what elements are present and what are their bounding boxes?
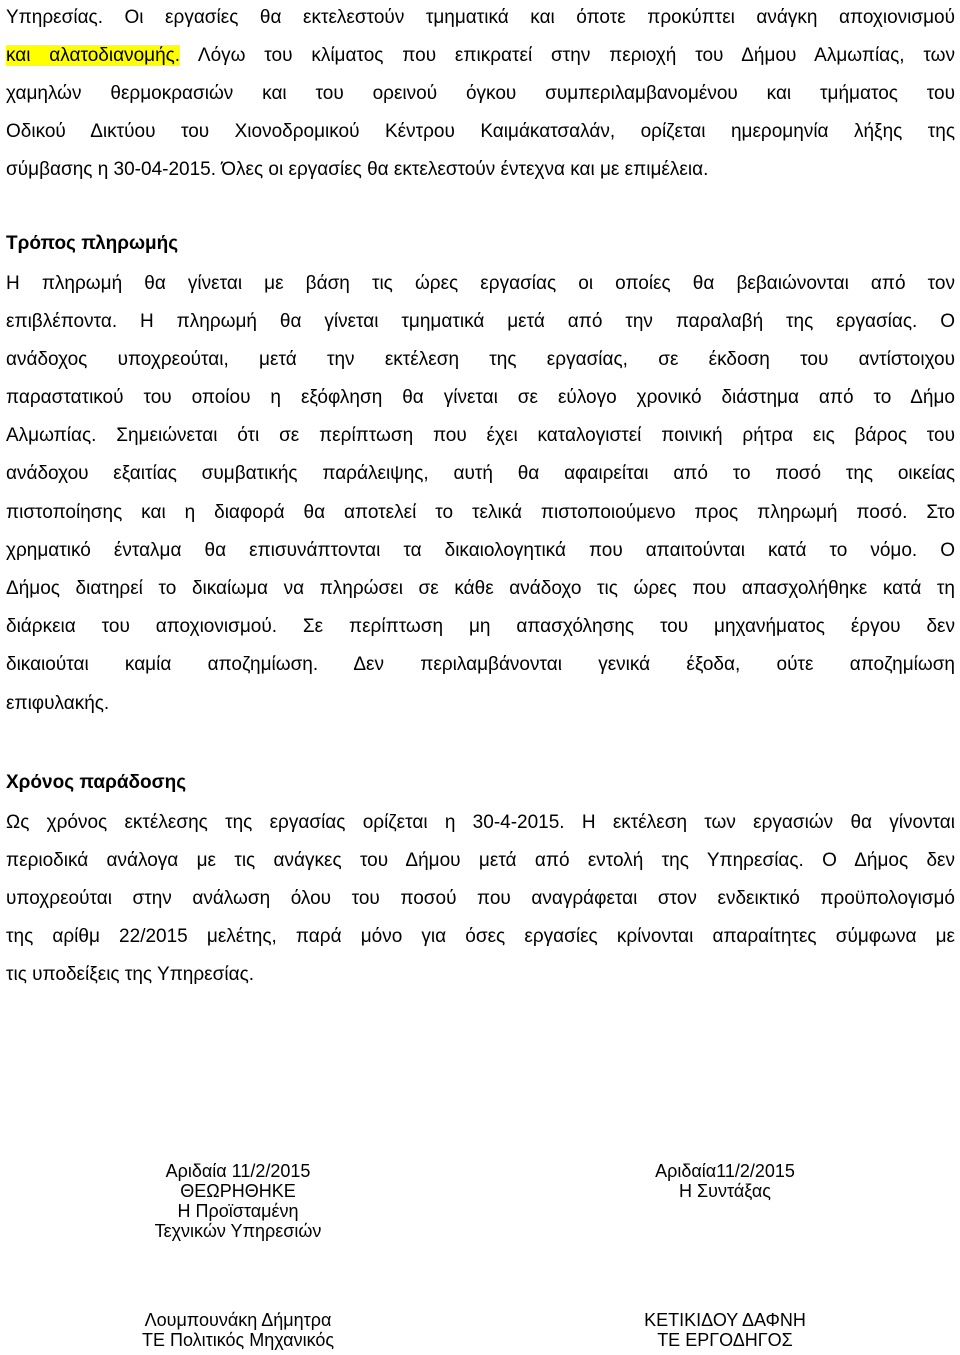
intro-line	[6, 40, 955, 72]
payment-line: επιφυλακής.	[6, 693, 110, 714]
payment-line: παραστατικού του οποίου η εξόφληση θα γίνεται σε εύλογο χρονικό διάστημα από το Δήμο	[6, 387, 955, 408]
intro-line: χαμηλών θερμοκρασιών και του ορεινού όγκου συμπεριλαμβανομένου και τμήματος του	[6, 83, 955, 104]
signature-role: Η Συντάξας	[679, 1181, 771, 1201]
payment-line: διάρκεια του αποχιονισμού. Σε περίπτωση μη απασχόλησης του μηχανήματος έργου δεν	[6, 616, 955, 637]
signature-block-approver	[128, 1161, 348, 1241]
payment-line: ανάδοχου εξαιτίας συμβατικής παράλειψης, αυτή θα αφαιρείται από το ποσό της οικείας	[6, 463, 955, 484]
signature-title: ΤΕ ΕΡΓΟΔΗΓΟΣ	[657, 1330, 793, 1350]
signature-name-block-approver	[128, 1310, 348, 1350]
delivery-line: υποχρεούται στην ανάλωση όλου του ποσού που αναγράφεται στον ενδεικτικό προϋπολογισμό	[6, 888, 955, 909]
delivery-heading: Χρόνος παράδοσης	[6, 772, 187, 793]
intro-line: Οδικού Δικτύου του Χιονοδρομικού Κέντρου Καιμάκατσαλάν, ορίζεται ημερομηνία λήξης της	[6, 121, 955, 142]
signature-title: ΤΕ Πολιτικός Μηχανικός	[141, 1330, 335, 1350]
payment-line: ανάδοχος υποχρεούται, μετά την εκτέλεση της εργασίας, σε έκδοση του αντίστοιχου	[6, 349, 955, 370]
delivery-line: της αρίθμ 22/2015 μελέτης, παρά μόνο για όσες εργασίες κρίνονται απαραίτητες σύμφωνα με	[6, 926, 955, 947]
signature-place-date: Αριδαία11/2/2015	[655, 1161, 795, 1181]
payment-line: Δήμος διατηρεί το δικαίωμα να πληρώσει σε κάθε ανάδοχο τις ώρες που απασχολήθηκε κατά τη	[6, 578, 955, 599]
intro-line: σύμβασης η 30-04-2015. Όλες οι εργασίες θα εκτελεστούν έντεχνα και με επιμέλεια.	[6, 159, 709, 180]
signature-department: Τεχνικών Υπηρεσιών	[154, 1221, 322, 1241]
signature-status: ΘΕΩΡΗΘΗΚΕ	[180, 1181, 296, 1201]
payment-line: πιστοποίησης και η διαφορά θα αποτελεί το τελικά πιστοποιούμενο προς πληρωμή ποσό. Στο	[6, 502, 955, 523]
signature-name-block-author	[615, 1310, 835, 1350]
delivery-line: περιοδικά ανάλογα με τις ανάγκες του Δήμου μετά από εντολή της Υπηρεσίας. Ο Δήμος δεν	[6, 850, 955, 871]
signature-block-author	[615, 1161, 835, 1201]
delivery-line: τις υποδείξεις της Υπηρεσίας.	[6, 964, 255, 985]
payment-line: Αλμωπίας. Σημειώνεται ότι σε περίπτωση που έχει καταλογιστεί ποινική ρήτρα εις βάρος του	[6, 425, 955, 446]
intro-line: Υπηρεσίας. Οι εργασίες θα εκτελεστούν τμηματικά και όποτε προκύπτει ανάγκη αποχιονισμού	[6, 7, 955, 28]
payment-heading: Τρόπος πληρωμής	[6, 233, 179, 254]
highlighted-text: και αλατοδιανομής.	[6, 45, 181, 66]
intro-line-text: Λόγω του κλίματος που επικρατεί στην περιοχή του Δήμου Αλμωπίας, των	[180, 45, 955, 66]
payment-line: δικαιούται καμία αποζημίωση. Δεν περιλαμβάνονται γενικά έξοδα, ούτε αποζημίωση	[6, 654, 955, 675]
signature-name: ΚΕΤΙΚΙΔΟΥ ΔΑΦΝΗ	[644, 1310, 806, 1330]
signature-place-date: Αριδαία 11/2/2015	[165, 1161, 311, 1181]
signature-role: Η Προϊσταμένη	[177, 1201, 299, 1221]
payment-line: επιβλέποντα. Η πληρωμή θα γίνεται τμηματικά μετά από την παραλαβή της εργασίας. Ο	[6, 311, 955, 332]
payment-line: Η πληρωμή θα γίνεται με βάση τις ώρες εργασίας οι οποίες θα βεβαιώνονται από τον	[6, 273, 955, 294]
delivery-line: Ως χρόνος εκτέλεσης της εργασίας ορίζεται η 30-4-2015. Η εκτέλεση των εργασιών θα γίνονται	[6, 812, 955, 833]
payment-line: χρηματικό ένταλμα θα επισυνάπτονται τα δικαιολογητικά που απαιτούνται κατά το νόμο. Ο	[6, 540, 955, 561]
signature-name: Λουμπουνάκη Δήμητρα	[144, 1310, 332, 1330]
